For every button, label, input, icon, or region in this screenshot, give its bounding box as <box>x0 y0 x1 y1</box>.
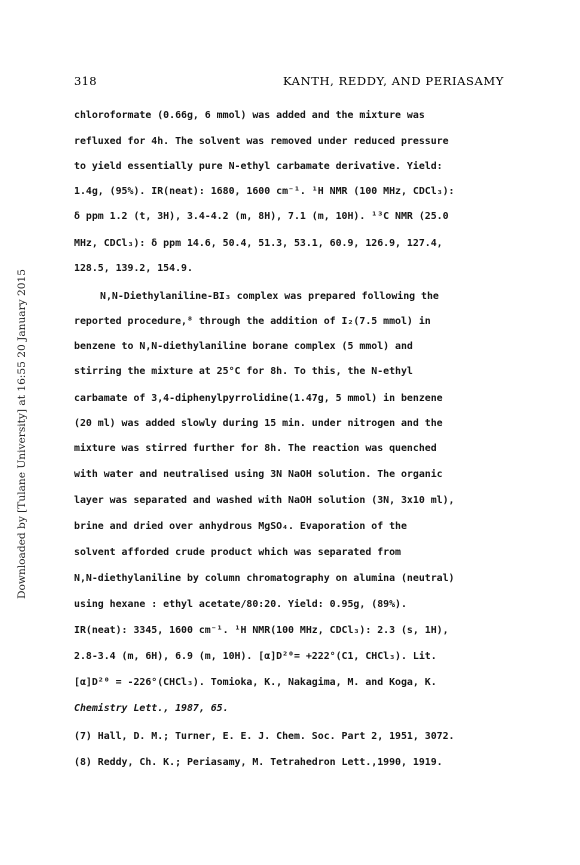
body-line: using hexane : ethyl acetate/80:20. Yield: 0.95g, (89%). <box>74 599 407 610</box>
body-line: Chemistry Lett., 1987, 65. <box>74 703 229 714</box>
body-line: MHz, CDCl₃): δ ppm 14.6, 50.4, 51.3, 53.1, 60.9, 126.9, 127.4, <box>74 238 443 249</box>
body-line: layer was separated and washed with NaOH solution (3N, 3x10 ml), <box>74 495 455 506</box>
body-line: carbamate of 3,4-diphenylpyrrolidine(1.47g, 5 mmol) in benzene <box>74 393 443 404</box>
body-line: IR(neat): 3345, 1600 cm⁻¹. ¹H NMR(100 MHz, CDCl₃): 2.3 (s, 1H), <box>74 625 449 636</box>
body-line: brine and dried over anhydrous MgSO₄. Evaporation of the <box>74 521 407 532</box>
running-head: KANTH, REDDY, AND PERIASAMY <box>282 74 504 88</box>
body-line: stirring the mixture at 25°C for 8h. To this, the N-ethyl <box>74 366 413 377</box>
body-line: mixture was stirred further for 8h. The reaction was quenched <box>74 443 437 454</box>
reference-item: (8) Reddy, Ch. K.; Periasamy, M. Tetrahedron Lett.,1990, 1919. <box>74 757 443 768</box>
body-line: δ ppm 1.2 (t, 3H), 3.4-4.2 (m, 8H), 7.1 (m, 10H). ¹³C NMR (25.0 <box>74 211 449 222</box>
body-line: with water and neutralised using 3N NaOH solution. The organic <box>74 469 443 480</box>
body-line: 2.8-3.4 (m, 6H), 6.9 (m, 10H). [α]D²⁰= +222°(C1, CHCl₃). Lit. <box>74 651 437 662</box>
body-line: refluxed for 4h. The solvent was removed under reduced pressure <box>74 136 449 147</box>
page-number: 318 <box>74 74 97 88</box>
body-line: solvent afforded crude product which was separated from <box>74 547 401 558</box>
body-line: chloroformate (0.66g, 6 mmol) was added and the mixture was <box>74 110 425 121</box>
body-line: 128.5, 139.2, 154.9. <box>74 263 193 274</box>
body-line: reported procedure,⁸ through the addition of I₂(7.5 mmol) in <box>74 316 431 327</box>
body-line: N,N-Diethylaniline-BI₃ complex was prepared following the <box>100 291 439 302</box>
body-line: to yield essentially pure N-ethyl carbamate derivative. Yield: <box>74 161 443 172</box>
download-watermark: Downloaded by [Tulane University] at 16:55 20 January 2015 <box>16 269 28 599</box>
body-line: benzene to N,N-diethylaniline borane complex (5 mmol) and <box>74 341 413 352</box>
body-line: [α]D²⁰ = -226°(CHCl₃). Tomioka, K., Nakagima, M. and Koga, K. <box>74 677 437 688</box>
body-line: 1.4g, (95%). IR(neat): 1680, 1600 cm⁻¹. ¹H NMR (100 MHz, CDCl₃): <box>74 186 455 197</box>
body-line: N,N-diethylaniline by column chromatography on alumina (neutral) <box>74 573 455 584</box>
body-line: (20 ml) was added slowly during 15 min. under nitrogen and the <box>74 418 443 429</box>
reference-item: (7) Hall, D. M.; Turner, E. E. J. Chem. Soc. Part 2, 1951, 3072. <box>74 731 455 742</box>
